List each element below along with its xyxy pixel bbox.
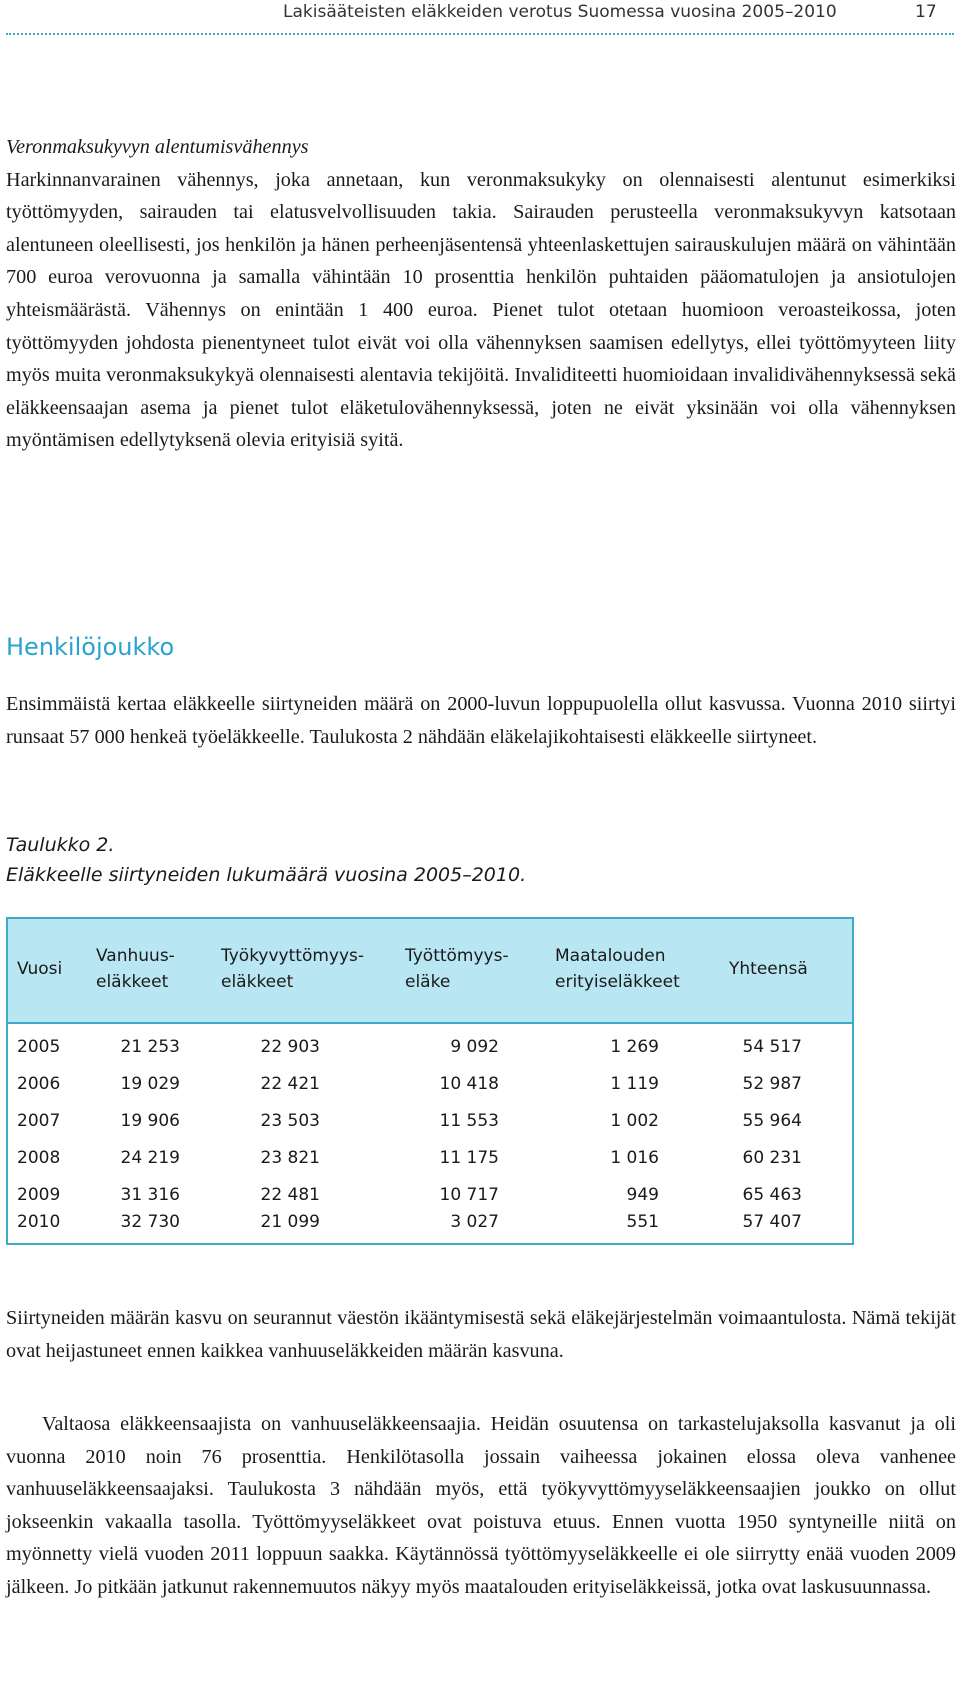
table-row bbox=[8, 1067, 852, 1104]
cell-farmers: 1 269 bbox=[610, 1037, 659, 1057]
section-continued bbox=[6, 1302, 956, 1367]
running-title: Lakisääteisten eläkkeiden verotus Suomessa vuosina 2005–2010 bbox=[283, 2, 837, 22]
cell-unemployment: 10 717 bbox=[439, 1185, 499, 1205]
cell-farmers: 1 002 bbox=[610, 1111, 659, 1131]
cell-total: 54 517 bbox=[742, 1037, 802, 1057]
cell-year: 2010 bbox=[17, 1212, 61, 1232]
header-line: Työttömyys- bbox=[405, 946, 509, 966]
cell-total: 57 407 bbox=[742, 1212, 802, 1232]
cell-old-age: 31 316 bbox=[120, 1185, 180, 1205]
cell-disability: 21 099 bbox=[260, 1212, 320, 1232]
cell-disability: 22 421 bbox=[260, 1074, 320, 1094]
table-title: Eläkkeelle siirtyneiden lukumäärä vuosina 2005–2010. bbox=[6, 864, 527, 886]
header-old-age bbox=[96, 943, 175, 995]
cell-total: 52 987 bbox=[742, 1074, 802, 1094]
table-number: Taulukko 2. bbox=[6, 834, 115, 856]
header-line: erityiseläkkeet bbox=[555, 972, 680, 992]
header-disability bbox=[221, 943, 364, 995]
cell-unemployment: 10 418 bbox=[439, 1074, 499, 1094]
paragraph: Harkinnanvarainen vähennys, joka annetaan, kun veronmaksukyky on olennaisesti alentunut esimerkiksi työttömyyden, sairauden tai elatusvelvollisuuden takia. Sairauden perusteella veronmaksukyvyn katsotaan alentuneen oleellisesti, jos henkilön ja hänen perheenjäsentensä yhteenlaskettujen sairauskulujen määrä on vähintään 700 euroa verovuonna ja samalla vähintään 10 prosenttia henkilön puhtaiden pääomatulojen ja ansiotulojen yhteismäärästä. Vähennys on enintään 1 400 euroa. Pienet tulot otetaan huomioon veroasteikossa, joten työttömyyden johdosta pienentyneet tulot eivät voi olla vähennyksen saamisen edellytys, ellei työttömyyteen liity myös muita veronmaksukykyä olennaisesti alentavia tekijöitä. Invaliditeetti huomioidaan invalidivähennyksessä sekä eläkkeensaajan asema ja pienet tulot eläketulovähennyksessä, joten ne eivät yksinään voi olla vähennyksen myöntämisen edellytyksenä olevia erityisiä syitä. bbox=[6, 168, 956, 452]
cell-disability: 22 481 bbox=[260, 1185, 320, 1205]
table-row bbox=[8, 1141, 852, 1178]
cell-unemployment: 9 092 bbox=[450, 1037, 499, 1057]
section-heading: Henkilöjoukko bbox=[6, 633, 175, 661]
cell-total: 65 463 bbox=[742, 1185, 802, 1205]
header-total: Yhteensä bbox=[729, 959, 808, 979]
header-line: Vanhuus- bbox=[96, 946, 175, 966]
table-row bbox=[8, 1104, 852, 1141]
header-line: Työkyvyttömyys- bbox=[221, 946, 365, 966]
cell-unemployment: 11 553 bbox=[439, 1111, 499, 1131]
retirement-table bbox=[6, 917, 854, 1245]
cell-total: 60 231 bbox=[742, 1148, 802, 1168]
header-unemployment bbox=[405, 943, 509, 995]
cell-disability: 23 503 bbox=[260, 1111, 320, 1131]
section-henkilojoukko bbox=[6, 688, 956, 753]
header-line: eläkkeet bbox=[221, 972, 294, 992]
table-header bbox=[8, 919, 852, 1024]
cell-farmers: 1 119 bbox=[610, 1074, 659, 1094]
cell-old-age: 24 219 bbox=[120, 1148, 180, 1168]
cell-year: 2008 bbox=[17, 1148, 61, 1168]
cell-year: 2005 bbox=[17, 1037, 61, 1057]
cell-unemployment: 3 027 bbox=[450, 1212, 499, 1232]
table-caption bbox=[6, 830, 526, 890]
cell-total: 55 964 bbox=[742, 1111, 802, 1131]
cell-disability: 23 821 bbox=[260, 1148, 320, 1168]
subheading: Veronmaksukyvyn alentumisvähennys bbox=[6, 136, 309, 158]
cell-old-age: 19 029 bbox=[120, 1074, 180, 1094]
header-farmers bbox=[555, 943, 680, 995]
header-year: Vuosi bbox=[17, 959, 63, 979]
running-header bbox=[6, 0, 954, 35]
paragraph: Valtaosa eläkkeensaajista on vanhuuseläkkeensaajia. Heidän osuutensa on tarkastelujaksolla kasvanut ja oli vuonna 2010 noin 76 prosenttia. Henkilötasolla jossain vaiheessa jokainen elossa oleva vanhenee vanhuuseläkkeensaajaksi. Taulukosta 3 nähdään myös, että työkyvyttömyyseläkkeensaajien joukko on ollut jokseenkin vakaalla tasolla. Työttömyyseläkkeet ovat poistuva etuus. Ennen vuotta 1950 syntyneille niitä on myönnetty vielä vuoden 2011 loppuun saakka. Käytännössä työttömyyseläkkeelle ei ole siirrytty enää vuoden 2009 jälkeen. Jo pitkään jatkunut rakennemuutos näkyy myös maatalouden erityiseläkkeissä, jotka ovat laskusuunnassa. bbox=[6, 1413, 956, 1598]
paragraph: Ensimmäistä kertaa eläkkeelle siirtyneiden määrä on 2000-luvun loppupuolella ollut kasvussa. Vuonna 2010 siirtyi runsaat 57 000 henkeä työeläkkeelle. Taulukosta 2 nähdään eläkelajikohtaisesti eläkkeelle siirtyneet. bbox=[6, 693, 956, 748]
header-line: eläkkeet bbox=[96, 972, 169, 992]
table-row bbox=[8, 1030, 852, 1067]
cell-year: 2007 bbox=[17, 1111, 61, 1131]
page-number: 17 bbox=[915, 2, 937, 22]
cell-old-age: 19 906 bbox=[120, 1111, 180, 1131]
cell-old-age: 32 730 bbox=[120, 1212, 180, 1232]
header-line: eläke bbox=[405, 972, 451, 992]
cell-unemployment: 11 175 bbox=[439, 1148, 499, 1168]
cell-disability: 22 903 bbox=[260, 1037, 320, 1057]
header-line: Maatalouden bbox=[555, 946, 666, 966]
paragraph: Siirtyneiden määrän kasvu on seurannut väestön ikääntymisestä sekä eläkejärjestelmän voimaantulosta. Nämä tekijät ovat heijastuneet ennen kaikkea vanhuuseläkkeiden määrän kasvuna. bbox=[6, 1307, 956, 1362]
cell-year: 2009 bbox=[17, 1185, 61, 1205]
cell-farmers: 1 016 bbox=[610, 1148, 659, 1168]
cell-farmers: 949 bbox=[626, 1185, 659, 1205]
cell-old-age: 21 253 bbox=[120, 1037, 180, 1057]
section-continued-2 bbox=[6, 1408, 956, 1604]
table-row bbox=[8, 1205, 852, 1242]
cell-farmers: 551 bbox=[626, 1212, 659, 1232]
section-alentumisvahennys bbox=[6, 131, 956, 457]
cell-year: 2006 bbox=[17, 1074, 61, 1094]
